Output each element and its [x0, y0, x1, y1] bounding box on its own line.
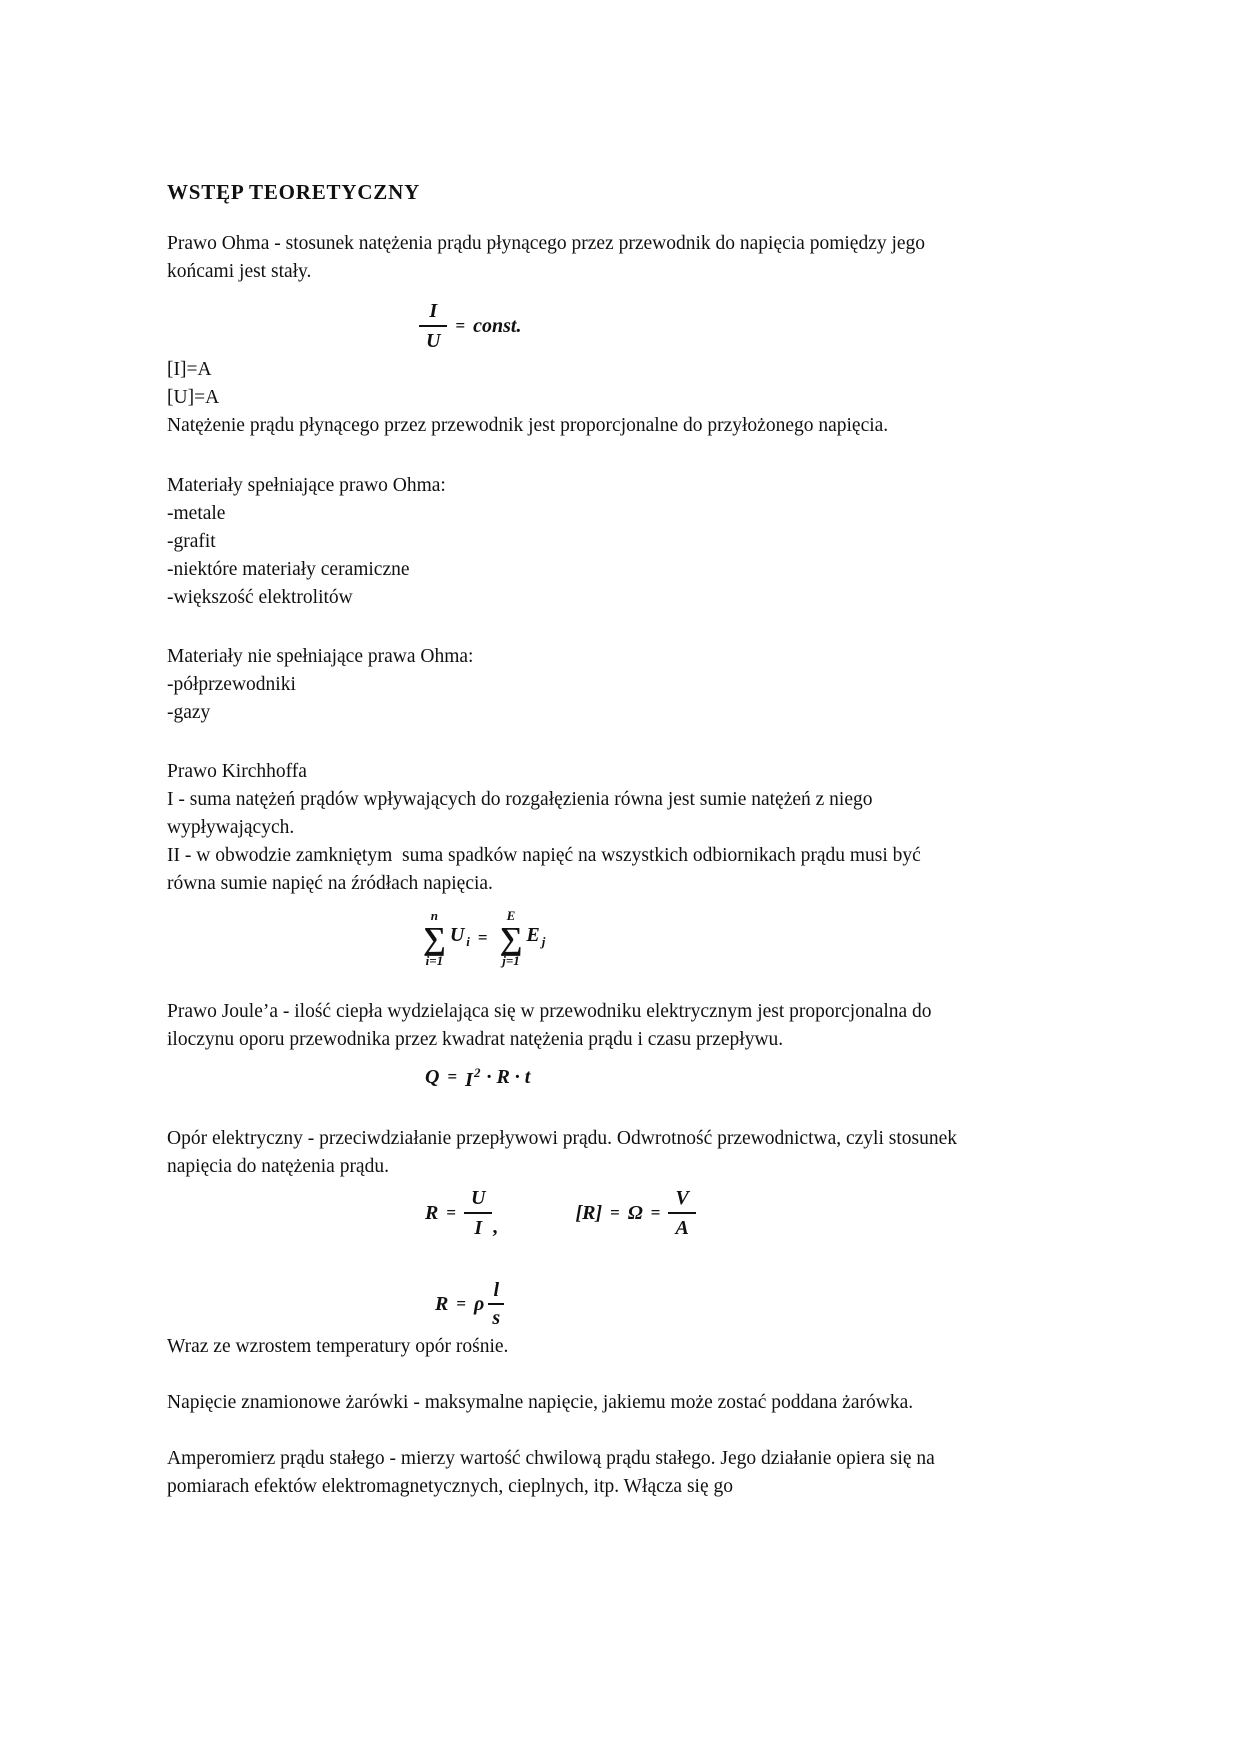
paragraph-temperature: Wraz ze wzrostem temperatury opór rośnie.: [167, 1336, 509, 1357]
formula-rhs-const: const.: [473, 315, 522, 337]
sum-lower-limit: i=1: [425, 953, 444, 968]
heading-kirchhoff: Prawo Kirchhoffa: [167, 761, 307, 782]
formula-resistivity: [435, 1277, 962, 1331]
formula-lhs-r: R: [425, 1202, 439, 1224]
unit-current: [I]=A: [167, 359, 212, 380]
paragraph-ohm-law: Prawo Ohma - stosunek natężenia prądu płynącego przez przewodnik do napięcia pomiędzy jego końcami jest stały.: [167, 233, 926, 282]
equals-sign: =: [455, 316, 466, 335]
sum-upper-limit: n: [430, 908, 439, 923]
rho-symbol: ρ: [474, 1293, 485, 1315]
fraction-i-over-u: [419, 298, 447, 354]
heading-materials-ohm: Materiały spełniające prawo Ohma:: [167, 475, 446, 496]
fraction-numerator: U: [471, 1187, 486, 1209]
fraction-denominator: I: [464, 1212, 492, 1241]
paragraph-bulb-voltage: Napięcie znamionowe żarówki - maksymalne napięcie, jakiemu może zostać poddana żarówka.: [167, 1392, 914, 1413]
paragraph-joule-law: Prawo Joule’a - ilość ciepła wydzielająca się w przewodniku elektrycznym jest proporcjonalna do iloczynu oporu przewodnika przez kwadrat natężenia prądu i czasu przepływu.: [167, 1001, 932, 1050]
subscript-j: j: [541, 933, 546, 949]
formula-kirchhoff-sums: [419, 908, 962, 968]
list-item: -większość elektrolitów: [167, 587, 353, 608]
formula-rest: · R · t: [486, 1065, 531, 1088]
paragraph-proportionality: Natężenie prądu płynącego przez przewodnik jest proporcjonalne do przyłożonego napięcia.: [167, 415, 889, 436]
heading-materials-non-ohm: Materiały nie spełniające prawa Ohma:: [167, 646, 474, 667]
list-item: -niektóre materiały ceramiczne: [167, 559, 410, 580]
unit-voltage: [U]=A: [167, 387, 220, 408]
sum-term-e: E $_j$: [526, 923, 546, 949]
fraction-numerator: l: [493, 1279, 500, 1301]
equals-sign: =: [610, 1203, 620, 1222]
fraction-denominator: A: [668, 1212, 695, 1241]
formula-joule: [425, 1060, 962, 1093]
subscript-i: i: [466, 933, 470, 949]
comma-separator: ,: [492, 1216, 498, 1238]
equals-sign: =: [650, 1203, 661, 1222]
sum-lower-limit: j=1: [502, 953, 520, 968]
sigma-icon: ∑: [499, 920, 523, 956]
sum-operator-right: [500, 908, 523, 968]
page-title: WSTĘP TEORETYCZNY: [167, 180, 421, 204]
list-item: -gazy: [167, 702, 211, 723]
fraction-numerator: V: [675, 1187, 689, 1209]
sum-term-u: U $_i$: [449, 923, 470, 949]
formula-lhs-q: Q: [425, 1065, 440, 1088]
fraction-v-over-a: [668, 1185, 695, 1241]
omega-symbol: Ω: [627, 1202, 643, 1224]
document-content: [167, 178, 962, 1501]
list-item: -grafit: [167, 531, 216, 552]
fraction-l-over-s: [488, 1277, 504, 1331]
sum-upper-limit: E: [506, 908, 516, 923]
sum-operator-left: [423, 908, 446, 968]
paragraph-kirchhoff-law2: II - w obwodzie zamkniętym suma spadków napięć na wszystkich odbiornikach prądu musi być równa sumie napięć na źródłach napięcia.: [167, 845, 926, 894]
fraction-u-over-i: [464, 1185, 492, 1241]
equals-sign: =: [447, 1066, 458, 1086]
fraction-denominator: s: [488, 1303, 504, 1331]
equals-sign: =: [456, 1294, 467, 1313]
paragraph-ammeter: Amperomierz prądu stałego - mierzy wartość chwilową prądu stałego. Jego działanie opiera się na pomiarach efektów elektromagnetycznych, cieplnych, itp. Włącza się go: [167, 1448, 935, 1497]
formula-ohm: [419, 298, 962, 354]
formula-resistance-row: [425, 1185, 962, 1241]
current-squared: $I^2$: [465, 1065, 481, 1091]
paragraph-resistance: Opór elektryczny - przeciwdziałanie przepływowi prądu. Odwrotność przewodnictwa, czyli stosunek napięcia do natężenia prądu.: [167, 1128, 958, 1177]
sigma-icon: ∑: [423, 920, 446, 956]
list-item: -półprzewodniki: [167, 674, 296, 695]
fraction-denominator: U: [419, 325, 447, 354]
equals-sign: =: [446, 1203, 457, 1222]
fraction-numerator: I: [429, 300, 438, 322]
formula-unit-lhs: [R]: [575, 1202, 603, 1224]
exponent-2: 2: [473, 1065, 481, 1080]
equals-sign: =: [477, 928, 488, 947]
list-item: -metale: [167, 503, 226, 524]
formula-lhs-r: R: [435, 1293, 449, 1315]
paragraph-kirchhoff-law1: I - suma natężeń prądów wpływających do rozgałęzienia równa jest sumie natężeń z niego wypływających.: [167, 789, 873, 838]
